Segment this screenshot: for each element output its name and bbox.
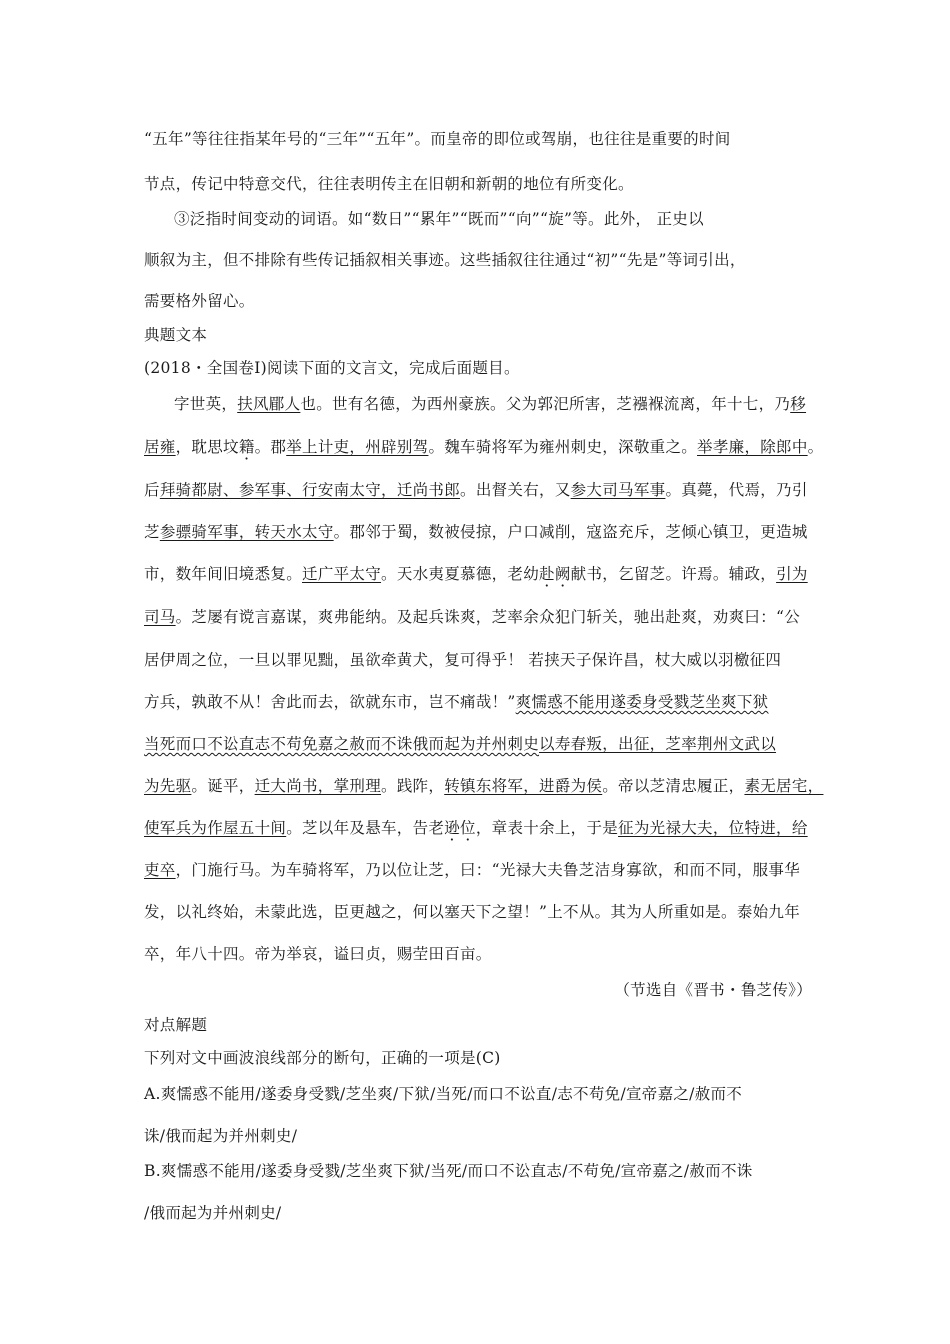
passage-line [174, 392, 806, 414]
wavy-underlined-text: 当死而口不讼直志不苟免嘉之赦而不诛俄而起为并州刺史 [144, 735, 540, 753]
option-a: A.爽懦惑不能用/遂委身受戮/芝坐爽/下狱/当死/而口不讼直/志不苟免/宣帝嘉之/赦而不 [144, 1085, 743, 1103]
dotted-char: 逊 [444, 819, 461, 837]
dotted-char: 阙 [554, 565, 571, 583]
text: 。出督关右，又 [460, 481, 571, 499]
dotted-char: 籍 [238, 438, 255, 456]
text: ，门施行马。为车骑将军，乃以位让芝，曰：“光禄大夫鲁芝洁身寡欲，和而不同，服事华 [175, 861, 801, 879]
option-b: B.爽懦惑不能用/遂委身受戮/芝坐爽下狱/当死/而口不讼直志/不苟免/宣帝嘉之/赦而不诛 [144, 1162, 753, 1180]
text: 。天水夷夏慕德，老幼 [381, 565, 540, 583]
text: 字世英， [174, 395, 238, 413]
underlined-text: 素无居宅， [744, 777, 824, 795]
passage-line [144, 435, 823, 457]
underlined-text: 迁大尚书，掌刑理 [254, 777, 382, 795]
text: 也。世有名德，为西州豪族。父为郭汜所害，芝襁褓流离，年十七，乃 [300, 395, 791, 413]
text: 献书，乞留芝。许焉。辅政， [570, 565, 777, 583]
underlined-text: 司马 [144, 608, 176, 626]
passage-line [144, 520, 808, 542]
underlined-text: 参骠骑军事，转天水太守 [159, 523, 334, 541]
option-b-cont: /俄而起为并州刺史/ [144, 1204, 282, 1222]
text: 芝 [144, 523, 160, 541]
passage-line [144, 900, 800, 922]
underlined-text: 移 [790, 395, 807, 413]
passage-line [144, 648, 781, 670]
text: 。魏车骑将军为雍州刺史，深敬重之。 [428, 438, 698, 456]
passage-line [144, 690, 768, 712]
text: 方兵，孰敢不从！舍此而去，欲就东市，岂不痛哉！” [144, 693, 516, 711]
passage-line [144, 732, 776, 754]
note-line: “五年”等往往指某年号的“三年”“五年”。而皇帝的即位或驾崩，也往往是重要的时间 [144, 130, 731, 148]
option-a-cont: 诛/俄而起为并州刺史/ [144, 1127, 298, 1145]
underlined-text: 征为光禄大夫，位特进，给 [618, 819, 808, 837]
underlined-text: 参大司马军事 [570, 481, 666, 499]
text: 后 [144, 481, 160, 499]
passage-line [144, 942, 492, 964]
underlined-text: 引为 [776, 565, 808, 583]
section-title: 典题文本 [144, 326, 208, 344]
text: 市，数年间旧境悉复。 [144, 565, 303, 583]
dotted-char: 赴 [539, 565, 555, 583]
text: 。郡邻于蜀，数被侵掠，户口减削，寇盗充斥，芝倾心镇卫，更造城 [333, 523, 808, 541]
underlined-text: 转镇东将军，进爵为侯 [444, 777, 603, 795]
question-prompt: 下列对文中画波浪线部分的断句，正确的一项是(C) [144, 1049, 501, 1067]
text: 。践阼， [381, 777, 445, 795]
underlined-text: 迁广平太守 [302, 565, 382, 583]
text: 。芝以年及悬车，告老 [286, 819, 445, 837]
note-line: 顺叙为主，但不排除有些传记插叙相关事迹。这些插叙往往通过“初”“先是”等词引出， [144, 251, 746, 269]
passage-line [144, 478, 808, 500]
text: 。芝屡有谠言嘉谋，爽弗能纳。及起兵诛爽，芝率余众犯门斩关，驰出赴爽，劝爽曰：“公 [175, 608, 801, 626]
citation: （节选自《晋书・鲁芝传》） [614, 981, 812, 999]
text: 卒，年八十四。帝为举哀，谥曰贞，赐茔田百亩。 [144, 945, 492, 963]
source-line: (2018・全国卷Ⅰ)阅读下面的文言文，完成后面题目。 [144, 359, 520, 377]
underlined-text: 拜骑都尉、参军事、行安南太守，迁尚书郎 [159, 481, 461, 499]
underlined-text: 居雍 [144, 438, 176, 456]
text: 。真薨，代焉，乃引 [665, 481, 808, 499]
underlined-text: 使军兵为作屋五十间 [144, 819, 287, 837]
text: 居伊周之位，一旦以罪见黜，虽欲牵黄犬，复可得乎！ 若挟天子保许昌，杖大威以羽檄征四 [144, 651, 782, 669]
text: 发，以礼终始，未蒙此选，臣更越之，何以塞天下之望！”上不从。其为人所重如是。泰始九年 [144, 903, 801, 921]
passage-line [144, 605, 800, 627]
passage-line [144, 562, 808, 584]
dotted-char: 位 [460, 819, 476, 837]
passage-line [144, 858, 800, 880]
passage-line [144, 774, 823, 796]
passage-line [144, 816, 808, 838]
note-line: 节点，传记中特意交代，往往表明传主在旧朝和新朝的地位有所变化。 [144, 175, 634, 193]
note-line: 需要格外留心。 [144, 292, 255, 310]
wavy-underlined-text: 爽懦惑不能用遂委身受戮芝坐爽下狱 [515, 693, 769, 711]
underlined-text: 以寿春叛，出征，芝率荆州文武以 [539, 735, 777, 753]
section-title: 对点解题 [144, 1016, 208, 1034]
text: 。帝以芝清忠履正， [602, 777, 745, 795]
text: ，章表十余上，于是 [475, 819, 619, 837]
text: 。诞平， [191, 777, 255, 795]
note-line: ③泛指时间变动的词语。如“数日”“累年”“既而”“向”“旋”等。此外， 正史以 [174, 210, 704, 228]
underlined-text: 举上计吏，州辟别驾 [286, 438, 429, 456]
text: ，耽思坟 [175, 438, 239, 456]
underlined-text: 为先驱 [144, 777, 192, 795]
underlined-text: 扶风郿人 [237, 395, 301, 413]
text: 。 [807, 438, 824, 456]
underlined-text: 举孝廉，除郎中 [697, 438, 808, 456]
text: 。郡 [254, 438, 287, 456]
underlined-text: 吏卒 [144, 861, 176, 879]
